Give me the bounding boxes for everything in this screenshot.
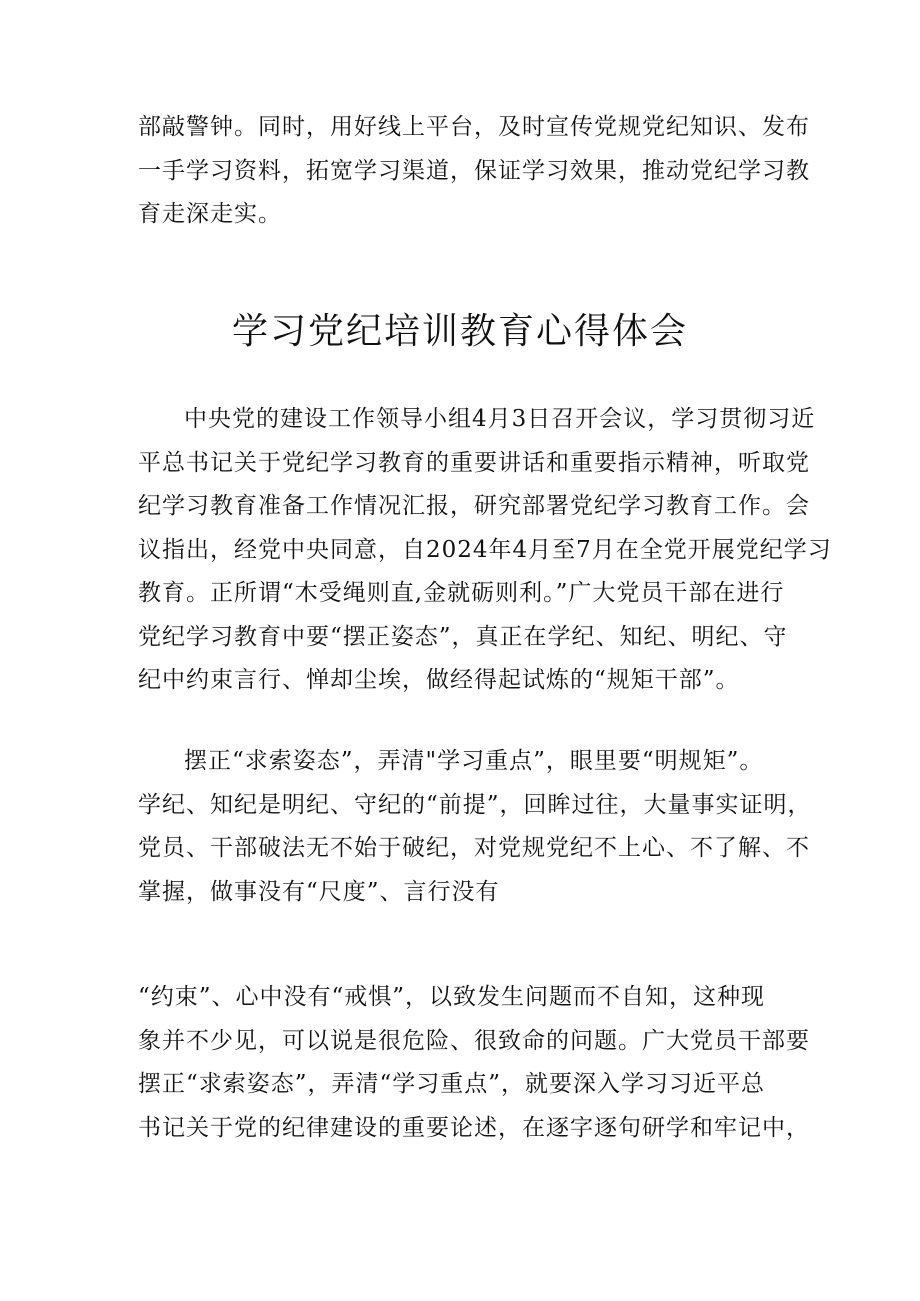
para2-line-4: 掌握，做事没有“尺度”、言行没有 <box>138 878 500 905</box>
paragraph-2 <box>138 740 812 914</box>
para3-line-1: “约束”、心中没有“戒惧”，以致发生问题而不自知，这种现 <box>138 984 766 1010</box>
para3-line-3: 摆正“求索姿态”，弄清“学习重点”，就要深入学习习近平总 <box>138 1071 766 1097</box>
para1-line-3: 纪学习教育准备工作情况汇报，研究部署党纪学习教育工作。会 <box>138 493 810 519</box>
intro-line-1: 部敲警钟。同时，用好线上平台，及时宣传党规党纪知识、发布 <box>138 114 810 140</box>
para3-line-4: 书记关于党的纪律建设的重要论述，在逐字逐句研学和牢记中， <box>138 1114 810 1141</box>
para2-line-2: 学纪、知纪是明纪、守纪的“前提”，回眸过往，大量事实证明， <box>138 791 812 818</box>
intro-line-2: 一手学习资料，拓宽学习渠道，保证学习效果，推动党纪学习教 <box>138 157 810 184</box>
para1-line-5: 教育。正所谓“木受绳则直,金就砺则利。”广大党员干部在进行 <box>138 580 785 606</box>
para1-line-4: 议指出，经党中央同意，自2024年4月至7月在全党开展党纪学习 <box>138 536 832 563</box>
para1-line-7: 纪中约束言行、惮却尘埃，做经得起试炼的“规矩干部”。 <box>138 667 740 693</box>
para1-line-2: 平总书记关于党纪学习教育的重要讲话和重要指示精神，听取党 <box>138 449 810 476</box>
para1-line-1: 中央党的建设工作领导小组4月3日召开会议，学习贯彻习近 <box>184 406 816 432</box>
paragraph-1 <box>138 398 832 703</box>
para1-line-6: 党纪学习教育中要“摆正姿态”，真正在学纪、知纪、明纪、守 <box>138 623 788 650</box>
para2-line-1: 摆正“求索姿态”，弄清"学习重点”，眼里要“明规矩”。 <box>184 748 764 774</box>
paragraph-3 <box>138 976 810 1150</box>
intro-paragraph <box>138 106 810 237</box>
para3-line-2: 象并不少见，可以说是很危险、很致命的问题。广大党员干部要 <box>138 1027 810 1054</box>
document-title: 学习党纪培训教育心得体会 <box>231 311 688 352</box>
para2-line-3: 党员、干部破法无不始于破纪，对党规党纪不上心、不了解、不 <box>138 835 810 861</box>
intro-line-3: 育走深走实。 <box>138 201 282 227</box>
